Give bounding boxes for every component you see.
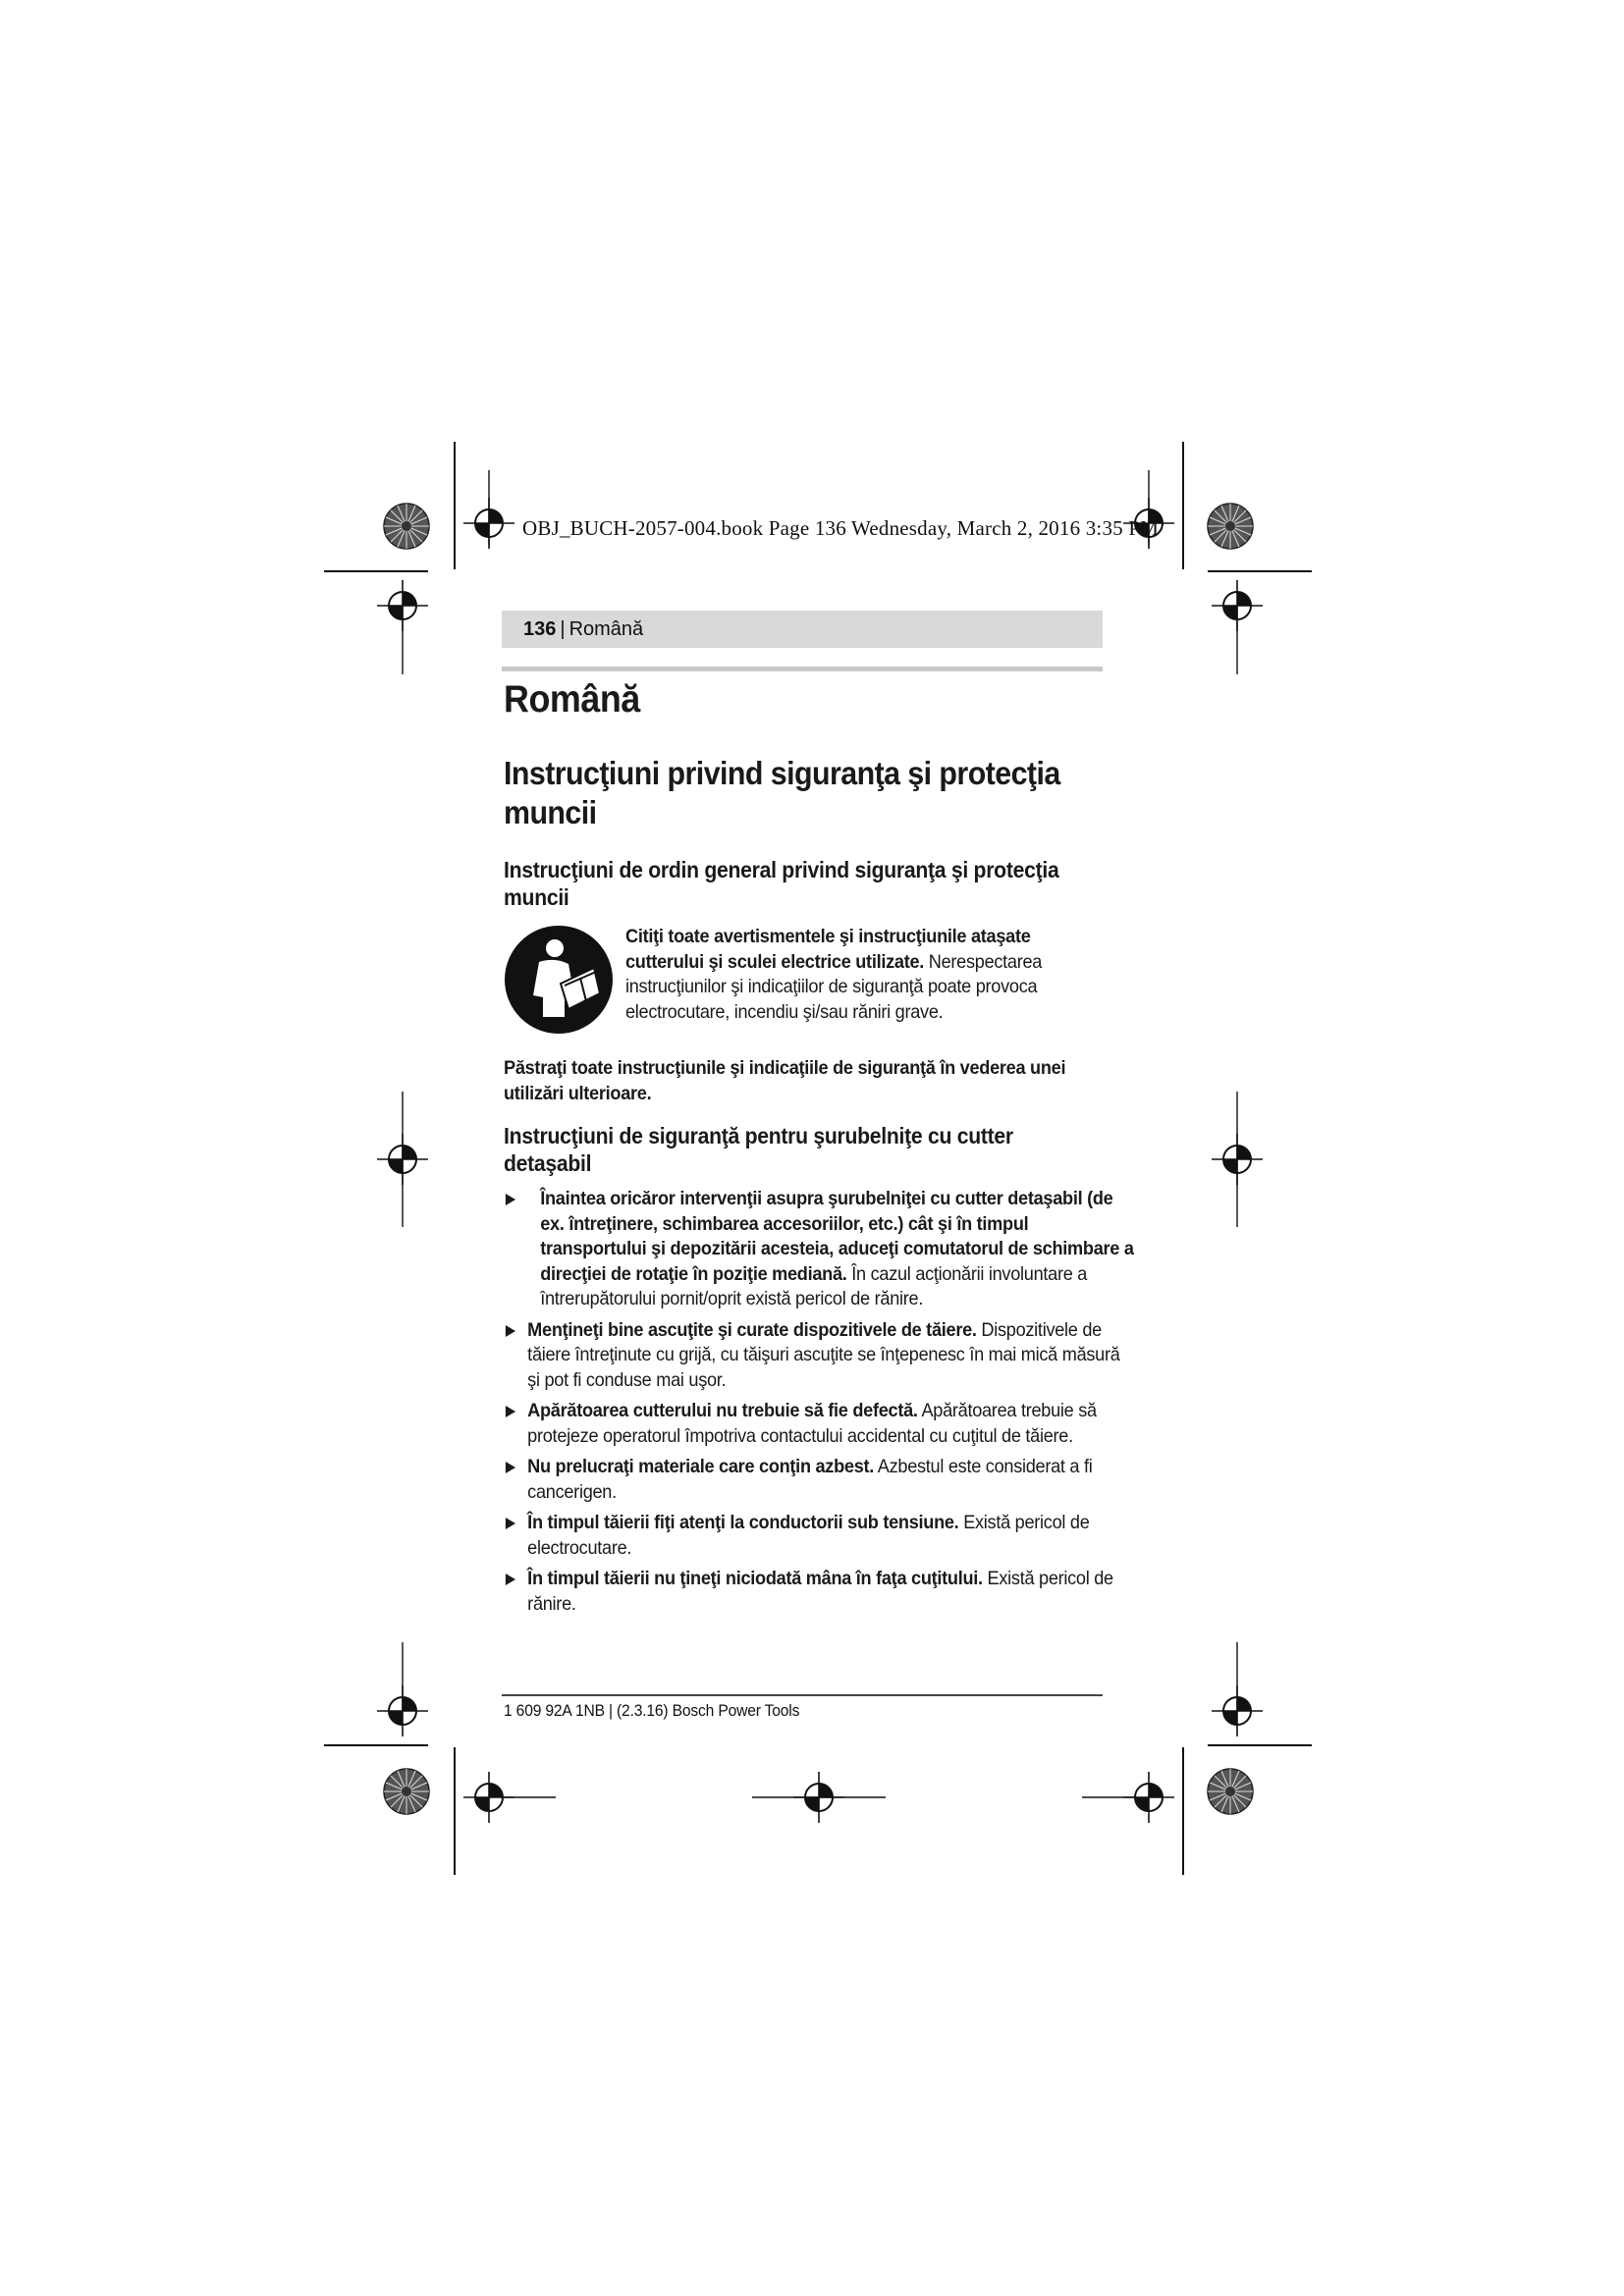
footer-rule bbox=[502, 1694, 1103, 1696]
warning-text bbox=[625, 925, 1069, 1035]
page-title: Română bbox=[504, 678, 640, 721]
list-item bbox=[504, 1567, 1125, 1617]
running-header bbox=[502, 611, 1103, 648]
read-manual-icon bbox=[504, 925, 614, 1035]
page-content bbox=[504, 677, 1134, 1623]
bullet-triangle-icon bbox=[506, 1406, 515, 1417]
bullet-triangle-icon bbox=[506, 1462, 515, 1473]
header-rule bbox=[502, 667, 1103, 671]
general-safety-heading: Instrucţiuni de ordin general privind siguranţa şi protecţia muncii bbox=[504, 857, 1059, 910]
bullet-text: Există pericol de electrocutare. bbox=[527, 1512, 1090, 1559]
bullet-triangle-icon bbox=[506, 1574, 515, 1585]
bullet-bold: Menţineţi bine ascuţite şi curate dispozitivele de tăiere. bbox=[527, 1318, 977, 1341]
safety-bullets bbox=[504, 1187, 1134, 1617]
bullet-bold: Apărătoarea cutterului nu trebuie să fie defectă. bbox=[527, 1400, 918, 1421]
keep-instructions: Păstraţi toate instrucţiunile şi indicaţiile de siguranţă în vederea unei utilizări ulterioare. bbox=[504, 1057, 1066, 1104]
list-item bbox=[504, 1511, 1125, 1561]
warning-bold: Citiţi toate avertismentele şi instrucţiunile ataşate cutterului şi sculei electrice utilizate. bbox=[625, 926, 1031, 973]
list-item bbox=[504, 1318, 1125, 1394]
page-number: 136 bbox=[523, 617, 557, 640]
print-slug: OBJ_BUCH-2057-004.book Page 136 Wednesday, March 2, 2016 3:35 PM bbox=[522, 516, 1160, 540]
bullet-triangle-icon bbox=[506, 1518, 515, 1529]
page-footer: 1 609 92A 1NB | (2.3.16) Bosch Power Tools bbox=[504, 1701, 800, 1720]
bullet-text: Există pericol de rănire. bbox=[527, 1568, 1113, 1615]
header-separator: | bbox=[560, 617, 566, 640]
bullet-text: Apărătoarea trebuie să protejeze operatorul împotriva contactului accidental cu cuţitul de tăiere. bbox=[527, 1400, 1097, 1447]
bullet-triangle-icon bbox=[506, 1194, 515, 1205]
bullet-bold: Înaintea oricăror intervenţii asupra şurubelniţei cu cutter detaşabil (de ex. întreţinere, schimbarea accesoriilor, etc.) cât şi în timpul transportului şi depozitării acesteia, aduceţi comutatorul de schimbare a direcţiei de rotaţie în poziţie mediană. bbox=[540, 1188, 1134, 1285]
bullet-text: În cazul acţionării involuntare a întrerupătorului pornit/oprit există pericol de rănire. bbox=[540, 1262, 1088, 1309]
bullet-triangle-icon bbox=[506, 1325, 515, 1337]
warning-body: Nerespectarea instrucţiunilor şi indicaţiilor de siguranţă poate provoca electrocutare, incendiu şi/sau răniri grave. bbox=[625, 950, 1043, 1023]
bullet-bold: În timpul tăierii nu ţineţi niciodată mâna în faţa cuţitului. bbox=[527, 1568, 983, 1589]
cutter-safety-heading: Instrucţiuni de siguranţă pentru şurubelniţe cu cutter detaşabil bbox=[504, 1123, 1013, 1176]
bullet-text: Azbestul este considerat a fi cancerigen. bbox=[527, 1456, 1093, 1503]
header-section: Română bbox=[568, 617, 644, 640]
warning-block bbox=[504, 925, 1103, 1035]
list-item bbox=[504, 1187, 1138, 1312]
bullet-bold: Nu prelucraţi materiale care conţin azbest. bbox=[527, 1456, 875, 1477]
main-heading: Instrucţiuni privind siguranţa şi protecţia muncii bbox=[504, 755, 1060, 830]
list-item bbox=[504, 1399, 1125, 1449]
bullet-text: Dispozitivele de tăiere întreţinute cu grijă, cu tăişuri ascuţite se înţepenesc în mai mică măsură şi pot fi conduse mai uşor. bbox=[527, 1318, 1120, 1391]
bullet-bold: În timpul tăierii fiţi atenţi la conductorii sub tensiune. bbox=[527, 1512, 959, 1533]
list-item bbox=[504, 1455, 1125, 1505]
